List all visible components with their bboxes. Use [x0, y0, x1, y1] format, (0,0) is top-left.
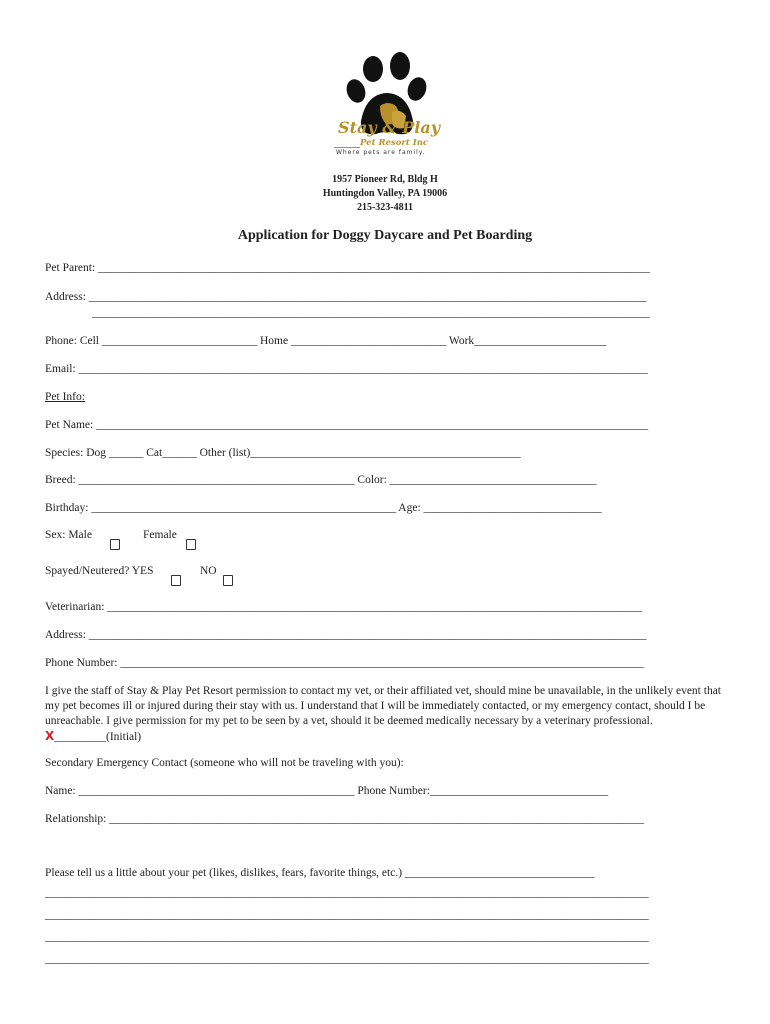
brand-divider [334, 147, 360, 148]
spayed-no-checkbox[interactable] [223, 575, 233, 586]
email-field[interactable]: Email: ___________________________________________________________________________________________________ [45, 363, 648, 375]
address-field[interactable]: Address: _________________________________________________________________________________________________ [45, 291, 647, 303]
form-title: Application for Doggy Daycare and Pet Boarding [237, 228, 533, 243]
vet-address-field[interactable]: Address: _________________________________________________________________________________________________ [45, 629, 647, 641]
sex-label: Sex: Male [45, 529, 92, 541]
address-line-1: 1957 Pioneer Rd, Bldg H [332, 174, 438, 185]
about-pet-field[interactable]: Please tell us a little about your pet (likes, dislikes, fears, favorite things, etc.) _________________________________ [45, 867, 595, 879]
relationship-field[interactable]: Relationship: _____________________________________________________________________________________________ [45, 813, 644, 825]
brand-name: Stay & Play [338, 118, 440, 137]
about-pet-line-2[interactable]: _________________________________________________________________________________________________________ [45, 909, 649, 921]
veterinarian-field[interactable]: Veterinarian: _____________________________________________________________________________________________ [45, 601, 643, 613]
spayed-no-label: NO [200, 565, 217, 577]
pet-info-heading: Pet Info: [45, 391, 85, 403]
about-pet-line-4[interactable]: _________________________________________________________________________________________________________ [45, 953, 649, 965]
pet-name-field[interactable]: Pet Name: ________________________________________________________________________________________________ [45, 419, 649, 431]
vet-phone-field[interactable]: Phone Number: ___________________________________________________________________________________________ [45, 657, 644, 669]
address-field-line-2[interactable]: _________________________________________________________________________________________________ [92, 307, 650, 319]
secondary-name-phone-field[interactable]: Name: ________________________________________________ Phone Number:_______________________________ [45, 785, 609, 797]
species-field[interactable]: Species: Dog ______ Cat______ Other (list)_______________________________________________ [45, 447, 521, 459]
male-checkbox[interactable] [110, 539, 120, 550]
birthday-age-field[interactable]: Birthday: _____________________________________________________ Age: _______________________________ [45, 502, 602, 514]
brand-tagline: Where pets are family. [336, 149, 426, 156]
address-phone: 215-323-4811 [356, 202, 414, 213]
initial-x-mark: X [45, 729, 55, 743]
spayed-yes-checkbox[interactable] [171, 575, 181, 586]
breed-color-field[interactable]: Breed: ________________________________________________ Color: ____________________________________ [45, 474, 597, 486]
about-pet-line-3[interactable]: _________________________________________________________________________________________________________ [45, 931, 649, 943]
female-checkbox[interactable] [186, 539, 196, 550]
brand-subname: Pet Resort Inc [360, 138, 429, 148]
pet-parent-field[interactable]: Pet Parent: ________________________________________________________________________________________________ [45, 262, 651, 274]
about-pet-line-1[interactable]: _________________________________________________________________________________________________________ [45, 887, 649, 899]
female-label: Female [143, 529, 177, 541]
paw-logo-icon [336, 46, 446, 166]
initial-field[interactable]: _________(Initial) [54, 731, 142, 743]
permission-text: I give the staff of Stay & Play Pet Resort permission to contact my vet, or their affiliated vet, should mine be unavailable, in the unlikely event that my pet becomes ill or injured during their stay with us. I understand that I will be immediately contacted, or my emergency contact, should I be unreachable. I give permission for my pet to be seen by a vet, should it be deemed medically necessary by a veterinary professional. [45, 685, 722, 727]
secondary-contact-heading: Secondary Emergency Contact (someone who will not be traveling with you): [45, 757, 404, 769]
spayed-label: Spayed/Neutered? YES [45, 565, 154, 577]
phone-field[interactable]: Phone: Cell ___________________________ Home ___________________________ Work_______________________ [45, 335, 607, 347]
address-line-2: Huntingdon Valley, PA 19006 [322, 188, 448, 199]
permission-paragraph [45, 684, 735, 745]
